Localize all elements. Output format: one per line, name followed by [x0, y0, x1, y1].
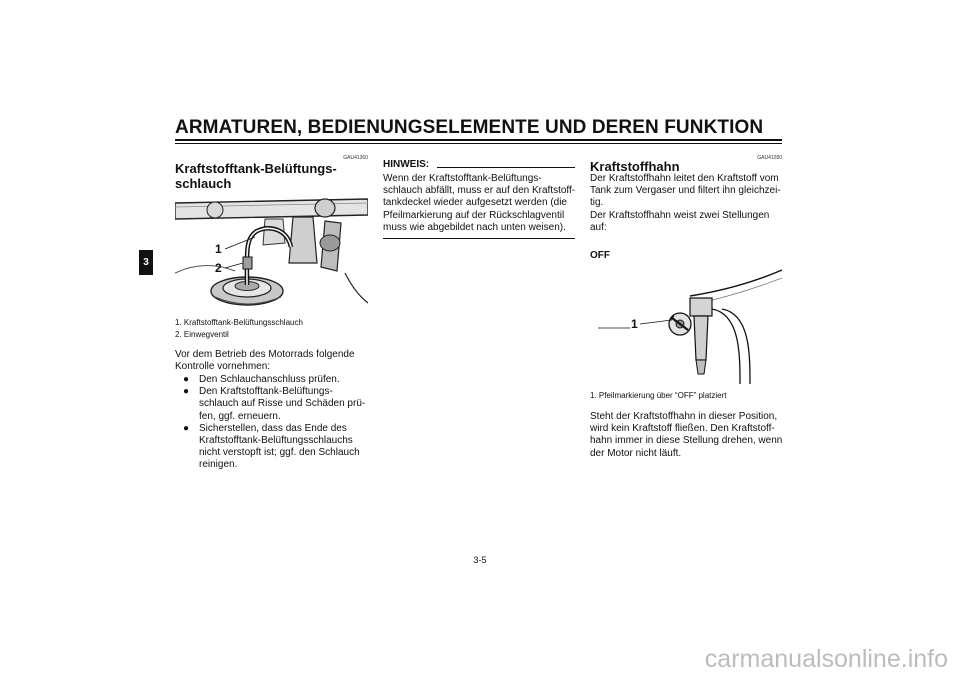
page-number: 3-5 — [473, 555, 487, 565]
note-text — [383, 173, 583, 234]
note-rule-bottom — [383, 238, 575, 239]
vent-hose-figure — [175, 193, 368, 314]
text-line: Vor dem Betrieb des Motorrads folgende — [175, 349, 355, 360]
text-line: reinigen. — [199, 459, 238, 471]
chapter-tab: 3 — [139, 250, 153, 275]
checklist-item — [177, 423, 377, 472]
off-position-label: OFF — [590, 250, 610, 261]
section-code: GAU41280 — [757, 155, 782, 161]
checklist-item — [177, 374, 377, 386]
text-line: Den Kraftstofftank-Belüftungs- — [199, 386, 333, 398]
checklist-item — [177, 386, 377, 423]
page-header-title: ARMATUREN, BEDIENUNGSELEMENTE UND DEREN FUNKTION — [175, 117, 764, 138]
text-line: hahn immer in diese Stellung drehen, wenn — [590, 435, 783, 447]
bullet-icon: ● — [183, 386, 190, 398]
header-rule-thin — [175, 143, 782, 144]
text-line: der Motor nicht läuft. — [590, 447, 682, 459]
text-line: schlauch abfällt, muss er auf den Kraftstoff- — [383, 185, 576, 197]
note-heading: HINWEIS: — [383, 159, 430, 170]
section-title — [175, 161, 337, 191]
text-line: nicht verstopft ist; ggf. den Schlauch — [199, 447, 360, 459]
text-line: muss wie abgebildet nach unten weisen). — [383, 221, 566, 233]
fuel-cock-intro — [590, 173, 790, 234]
figure-captions — [175, 317, 303, 341]
section-code: GAU41360 — [343, 155, 368, 161]
callout-1: 1 — [215, 242, 222, 256]
text-line: tankdeckel wieder aufgesetzt werden (die — [383, 197, 567, 209]
text-line: wird kein Kraftstoff fließen. Den Kraftstoff- — [590, 423, 775, 435]
caption-item: 2. Einwegventil — [175, 330, 229, 339]
text-line: Tank zum Vergaser und filtert ihn gleichzei- — [590, 185, 781, 197]
text-line: Wenn der Kraftstofftank-Belüftungs- — [383, 173, 542, 184]
caption-item: 1. Kraftstofftank-Belüftungsschlauch — [175, 318, 303, 327]
bullet-icon: ● — [183, 422, 190, 434]
text-line: Der Kraftstoffhahn weist zwei Stellungen — [590, 209, 770, 221]
fuel-cock-figure — [590, 264, 782, 384]
text-line: Kontrolle vornehmen: — [175, 361, 271, 373]
text-line: Pfeilmarkierung auf der Rückschlagventil — [383, 209, 565, 221]
callout-2: 2 — [215, 261, 222, 275]
text-line: fen, ggf. erneuern. — [199, 410, 281, 422]
section-title-line: Kraftstofftank-Belüftungs- — [175, 161, 337, 176]
figure-caption: 1. Pfeilmarkierung über “OFF” platziert — [590, 391, 727, 400]
bullet-icon: ● — [183, 374, 190, 385]
header-rule — [175, 139, 782, 141]
checklist — [177, 374, 377, 472]
text-line: auf: — [590, 221, 607, 233]
text-line: tig. — [590, 197, 604, 209]
callout-1: 1 — [631, 317, 638, 331]
text-line: Den Schlauchanschluss prüfen. — [199, 374, 340, 385]
text-line: schlauch auf Risse und Schäden prü- — [199, 398, 366, 410]
intro-text — [175, 349, 375, 373]
text-line: Steht der Kraftstoffhahn in dieser Position, — [590, 411, 778, 422]
text-line: Kraftstofftank-Belüftungsschlauchs — [199, 435, 353, 447]
note-rule-top — [437, 167, 575, 168]
text-line: Der Kraftstoffhahn leitet den Kraftstoff vom — [590, 173, 779, 184]
section-title: Kraftstoffhahn — [590, 159, 680, 174]
section-title-line: schlauch — [175, 176, 232, 191]
fuel-cock-off-text — [590, 411, 790, 460]
watermark: carmanualsonline.info — [704, 645, 948, 673]
text-line: Sicherstellen, dass das Ende des — [199, 422, 347, 434]
